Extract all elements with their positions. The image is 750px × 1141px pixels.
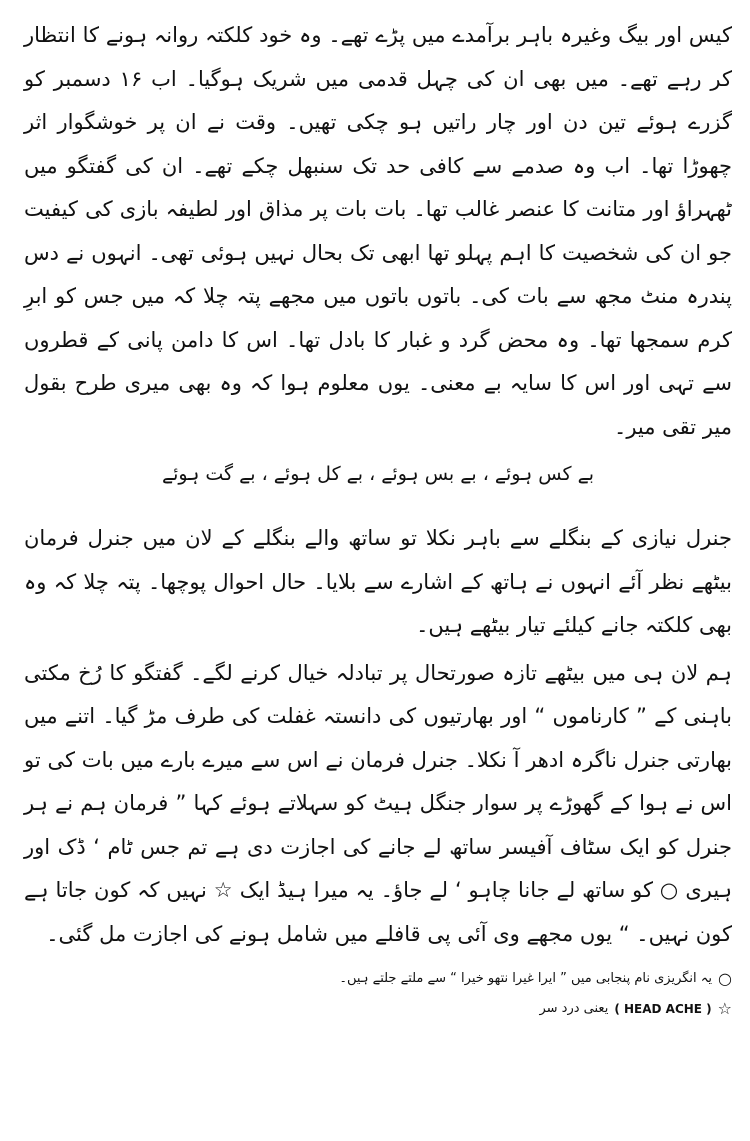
- paragraph-1: کیس اور بیگ وغیرہ باہر برآمدے میں پڑے تھے۔ وہ خود کلکتہ روانہ ہونے کا انتظار کر رہے تھے۔ میں بھی ان کی چہل قدمی میں شریک ہوگیا۔ اب ۱۶ دسمبر کو گزرے ہوئے تین دن اور چار راتیں ہو چکی تھیں۔ وقت نے ان پر خوشگوار اثر چھوڑا تھا۔ اب وہ صدمے سے کافی حد تک سنبھل چکے تھے۔ ان کی گفتگو میں ٹھہراؤ اور متانت کا عنصر غالب تھا۔ بات بات پر مذاق اور لطیفہ بازی کی کیفیت جو ان کی شخصیت کا اہم پہلو تھا ابھی تک بحال نہیں ہوئی تھی۔ انہوں نے دس پندرہ منٹ مجھ سے بات کی۔ باتوں باتوں میں مجھے پتہ چلا کہ میں جس کو ابرِ کرم سمجھا تھا۔ وہ محض گرد و غبار کا بادل تھا۔ اس کا دامن پانی کے قطروں سے تہی اور اس کا سایہ بے معنی۔ یوں معلوم ہوا کہ وہ بھی میری طرح بقول میر تقی میر۔: [24, 23, 732, 439]
- footnotes: [24, 964, 732, 1024]
- paragraph-2: جنرل نیازی کے بنگلے سے باہر نکلا تو ساتھ والے بنگلے کے لان میں جنرل فرمان بیٹھے نظر آئے انہوں نے ہاتھ کے اشارے سے بلایا۔ حال احوال پوچھا۔ پتہ چلا کہ وہ بھی کلکتہ جانے کیلئے تیار بیٹھے ہیں۔: [24, 526, 732, 637]
- footnote-2-latin: ( HEAD ACHE ): [614, 1002, 712, 1016]
- star-icon: ☆: [717, 999, 732, 1018]
- footnote-2: [24, 994, 732, 1024]
- paragraph-3: ہم لان ہی میں بیٹھے تازہ صورتحال پر تبادلہ خیال کرنے لگے۔ گفتگو کا رُخ مکتی باہنی کے ” کارناموں “ اور بھارتیوں کی دانستہ غفلت کی طرف مڑ گیا۔ اتنے میں بھارتی جنرل ناگرہ ادھر آ نکلا۔ جنرل فرمان نے اس سے میرے بارے میں بات کی تو اس نے ہوا کے گھوڑے پر سوار جنگل ہیٹ کو سہلاتے ہوئے کہا ” فرمان ہم نے ہر جنرل کو ایک سٹاف آفیسر ساتھ لے جانے کی اجازت دی ہے تم جس ٹام ‘ ڈک اور ہیری ○ کو ساتھ لے جانا چاہو ‘ لے جاؤ۔ یہ میرا ہیڈ ایک ☆ نہیں کہ کون جاتا ہے کون نہیں۔ “ یوں مجھے وی آئی پی قافلے میں شامل ہونے کی اجازت مل گئی۔: [24, 660, 732, 946]
- verse-line: بے کس ہوئے ، بے بس ہوئے ، بے کل ہوئے ، بے گت ہوئے: [161, 463, 595, 485]
- footnote-1-text: یہ انگریزی نام پنجابی میں ” ایرا غیرا نتھو خیرا “ سے ملتے جلتے ہیں۔: [339, 971, 713, 986]
- footnote-1: [24, 964, 732, 994]
- circle-icon: ○: [718, 969, 732, 988]
- footnote-2-text: یعنی درد سر: [539, 1001, 609, 1016]
